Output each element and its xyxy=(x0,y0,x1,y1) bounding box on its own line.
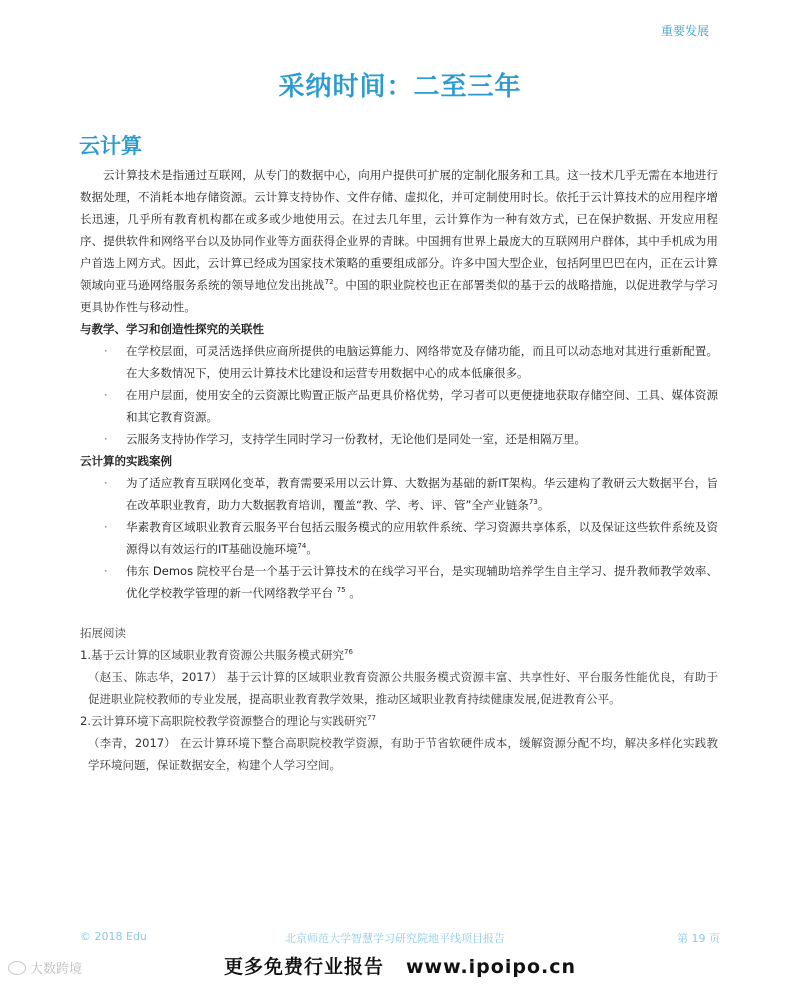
reference-title-text: 2.云计算环境下高职院校教学资源整合的理论与实践研究 xyxy=(80,714,367,728)
footnote-ref: 75 xyxy=(336,586,346,595)
bullet-icon: · xyxy=(104,564,108,578)
bullet-icon: · xyxy=(104,476,108,490)
list-item-text: 在学校层面，可灵活选择供应商所提供的电脑运算能力、网络带宽及存储功能，而且可以动态地对其进行重新配置。在大多数情况下，使用云计算技术比建设和运营专用数据中心的成本低廉很多。 xyxy=(126,344,718,380)
banner-text xyxy=(0,952,800,979)
practice-heading: 云计算的实践案例 xyxy=(80,454,172,468)
bullet-icon: · xyxy=(104,388,108,402)
section-title: 云计算 xyxy=(79,134,142,158)
page-title: 采纳时间：二至三年 xyxy=(278,72,522,102)
practice-list xyxy=(80,472,718,604)
reference-title xyxy=(80,710,718,732)
list-item-text: 为了适应教育互联网化变革，教育需要采用以云计算、大数据为基础的新IT架构。华云建构了教研云大数据平台，旨在改革职业教育，助力大数据教育培训，覆盖“教、学、考、评、管”全产业链条 xyxy=(126,476,718,512)
list-item-text: 华素教育区域职业教育云服务平台包括云服务模式的应用软件系统、学习资源共享体系，以及保证这些软件系统及资源得以有效运行的IT基础设施环境 xyxy=(126,520,718,556)
page-footer xyxy=(80,930,720,944)
bullet-icon: · xyxy=(104,432,108,446)
relevance-list xyxy=(80,340,718,450)
footer-page-number: 第 19 页 xyxy=(677,932,720,944)
list-item-text: 云服务支持协作学习，支持学生同时学习一份教材，无论他们是同处一室，还是相隔万里。 xyxy=(126,432,586,446)
watermark-text: 大数跨境 xyxy=(30,962,83,977)
list-item-tail: 。 xyxy=(306,542,318,556)
intro-tail: 。中国的职业院校也正在部署类似的基于云的战略措施，以促进教学与学习更具协作性与移动性。 xyxy=(80,278,719,314)
list-item xyxy=(80,428,718,450)
content-body xyxy=(80,164,718,776)
list-item xyxy=(80,384,718,428)
reference-description: （赵玉、陈志华，2017） 基于云计算的区域职业教育资源公共服务模式资源丰富、共享性好、平台服务性能优良，有助于促进职业院校教师的专业发展，提高职业教育教学效果，推动区域职业教育持续健康发展,促进教育公平。 xyxy=(88,670,718,706)
banner-url-link[interactable]: www.ipoipo.cn xyxy=(406,956,577,978)
footer-report-title: 北京师范大学智慧学习研究院地平线项目报告 xyxy=(285,932,505,944)
list-item-text: 在用户层面，使用安全的云资源比购置正版产品更具价格优势，学习者可以更便捷地获取存储空间、工具、媒体资源和其它教育资源。 xyxy=(126,388,718,424)
watermark-logo-icon xyxy=(8,961,26,975)
footnote-ref: 72 xyxy=(324,278,334,287)
bullet-icon: · xyxy=(104,344,108,358)
watermark xyxy=(8,958,82,977)
intro-text: 云计算技术是指通过互联网，从专门的数据中心，向用户提供可扩展的定制化服务和工具。这一技术几乎无需在本地进行数据处理，不消耗本地存储资源。云计算支持协作、文件存储、虚拟化，并可定制使用时长。依托于云计算技术的应用程序增长迅速，几乎所有教育机构都在或多或少地使用云。在过去几年里，云计算作为一种有效方式，已在保护数据、开发应用程序、提供软件和网络平台以及协同作业等方面获得企业界的青睐。中国拥有世界上最庞大的互联网用户群体，其中手机成为用户首选上网方式。因此，云计算已经成为国家技术策略的重要组成部分。许多中国大型企业，包括阿里巴巴在内，正在云计算领域向亚马逊网络服务系统的领导地位发出挑战 xyxy=(80,168,718,292)
header-tag: 重要发展 xyxy=(661,24,710,38)
footnote-ref: 74 xyxy=(297,542,307,551)
footnote-ref: 76 xyxy=(343,648,353,657)
banner-label: 更多免费行业报告 xyxy=(223,956,384,978)
promo-banner xyxy=(0,946,800,986)
reference-description: （李青，2017） 在云计算环境下整合高职院校教学资源，有助于节省软硬件成本，缓解资源分配不均，解决多样化实践教学环境问题，保证数据安全，构建个人学习空间。 xyxy=(88,736,718,772)
bullet-icon: · xyxy=(104,520,108,534)
list-item-text: 伟东 Demos 院校平台是一个基于云计算技术的在线学习平台，是实现辅助培养学生自主学习、提升教师教学效率、优化学校教学管理的新一代网络教学平台 xyxy=(126,564,718,600)
list-item xyxy=(80,472,718,516)
list-item xyxy=(80,340,718,384)
footnote-ref: 73 xyxy=(528,498,538,507)
list-item xyxy=(80,560,718,604)
reference-title xyxy=(80,644,718,666)
intro-paragraph xyxy=(80,164,718,318)
list-item-tail: 。 xyxy=(345,586,361,600)
footnote-ref: 77 xyxy=(366,714,376,723)
footer-copyright: © 2018 Edu xyxy=(80,930,147,943)
reference-title-text: 1.基于云计算的区域职业教育资源公共服务模式研究 xyxy=(80,648,344,662)
list-item-tail: 。 xyxy=(537,498,550,512)
list-item xyxy=(80,516,718,560)
extended-reading-title: 拓展阅读 xyxy=(80,626,126,640)
relevance-heading: 与教学、学习和创造性探究的关联性 xyxy=(80,322,264,336)
